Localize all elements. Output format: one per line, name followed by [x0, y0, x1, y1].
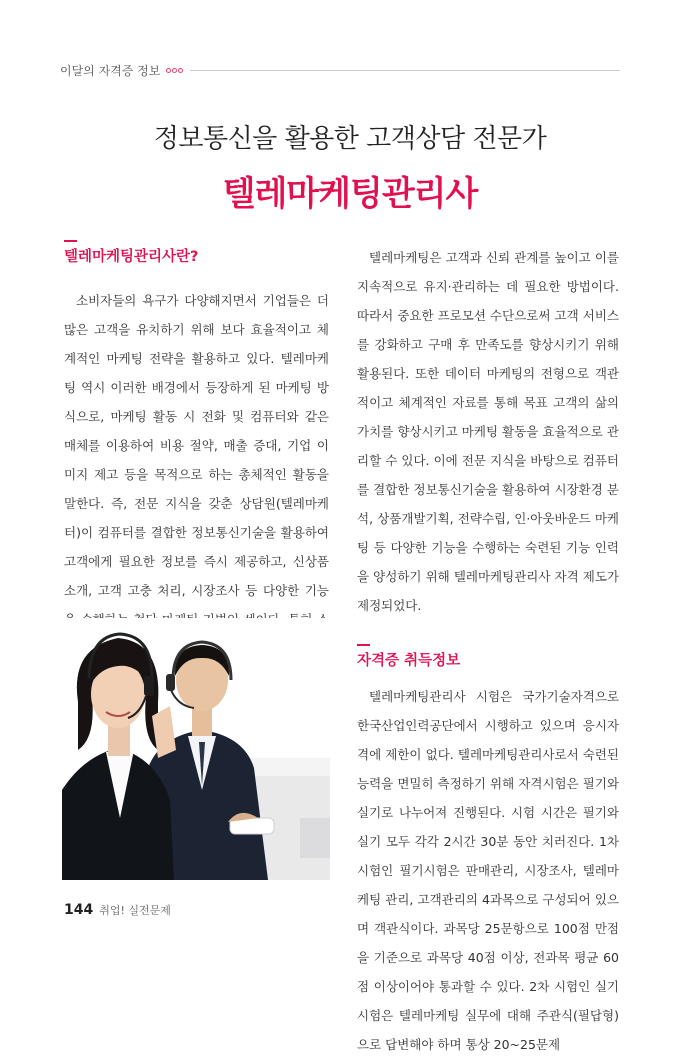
page-title: 텔레마케팅관리사	[222, 174, 478, 214]
right-column	[357, 243, 619, 1059]
paragraph: 소비자들의 욕구가 다양해지면서 기업들은 더 많은 고객을 유치하기 위해 보다 효율적이고 체계적인 마케팅 전략을 활용하고 있다. 텔레마케팅 역시 이러한 배경에서 등장하게 된 마케팅 방식으로, 마케팅 활동 시 전화 및 컴퓨터와 같은 매체를 이용하여 비용 절약, 매출 증대, 기업 이미지 제고 등을 목적으로 하는 총체적인 활동을 말한다. 즉, 전문 지식을 갖춘 상담원(텔레마케터)이 컴퓨터를 결합한 정보통신기술을 활용하여 고객에게 필요한 정보를 즉시 제공하고, 신상품 소개, 고객 고충 처리, 시장조사 등 다양한 기능	[64, 293, 329, 598]
three-circles-icon	[166, 68, 184, 73]
header-label: 이달의 자격증 정보	[60, 63, 161, 78]
page-number: 144	[64, 902, 94, 918]
call-center-photo	[62, 618, 330, 880]
footer-label: 취업! 실전문제	[99, 904, 171, 917]
page-subtitle: 정보통신을 활용한 고객상담 전문가	[153, 124, 547, 154]
running-header	[60, 60, 620, 80]
section-heading-acquisition: 자격증 취득정보	[357, 644, 619, 674]
section-heading-what-is: 텔레마케팅관리사란?	[64, 240, 329, 270]
paragraph: 텔레마케팅관리사 시험은 국가기술자격으로 한국산업인력공단에서 시행하고 있으며 응시자격에 제한이 없다. 텔레마케팅관리사로서 숙련된 능력을 면밀히 측정하기 위해 자격시험은 필기와 실기로 나누어져 진행된다. 시험 시간은 필기와 실기 모두 각각 2시간 30분 동안 치러진다. 1차 시험인 필기시험은 판매관리, 시장조사, 텔레마케팅 관리, 고객관리의 4과목으로 구성되어 있으며 객관식이다. 과목당 25문항으로 100점 만점을 기준으로 과목당 40점 이상, 전과목 평균 60점 이상이어야 통과할 수 있다. 2차 시험인 실기시험은 텔레마케팅 실무에 대해 주관식(필답형)으로 답변해야 하며 통상 20~25문제	[357, 689, 619, 1052]
page-footer	[64, 902, 171, 918]
header-divider	[190, 70, 620, 71]
paragraph: 텔레마케팅은 고객과 신뢰 관계를 높이고 이를 지속적으로 유지·관리하는 데 필요한 방법이다. 따라서 중요한 프로모션 수단으로써 고객 서비스를 강화하고 구매 후 만족도를 향상시키기 위해 활용된다. 또한 데이터 마케팅의 전형으로 객관적이고 체계적인 자료를 통해 목표 고객의 삶의 가치를 향상시키고 마케팅 활동을 효율적으로 관리할 수 있다. 이에 전문 지식을 바탕으로 컴퓨터를 결합한 정보통신기술을 활용하여 시장환경 분석, 상품개발기획, 전략수립, 인·아웃바운드 마케팅 등 다양한 기능을 수행하는 숙련된 기능 인력을 양성하기 위해 텔레마케팅관리사 자격 제도가 제정되었다.	[357, 250, 619, 613]
